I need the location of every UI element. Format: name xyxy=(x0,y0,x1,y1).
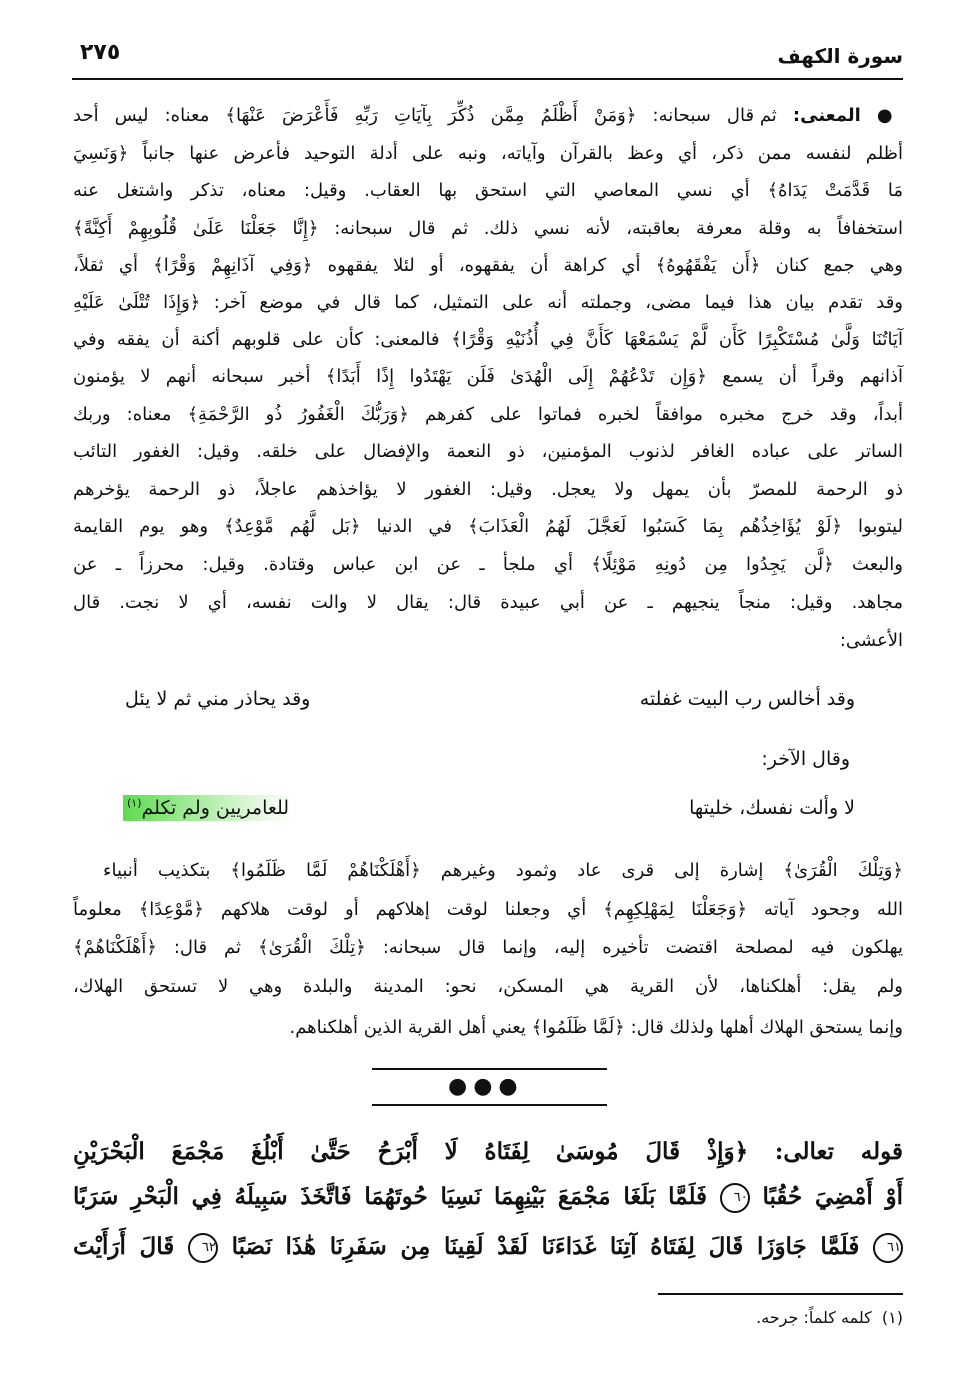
commentary-line: مجاهد. وقيل: منجاً ينجيهم ـ عن أبي عبيدة قال: يقال لا والت نفسه، أي لا نجت. قال xyxy=(73,592,903,613)
hemistich-text: للعامريين ولم تكلم xyxy=(141,797,290,820)
verse-text: قَالَ أَرَأَيْتَ xyxy=(73,1233,175,1260)
poem2-intro: وقال الآخر: xyxy=(761,748,850,770)
commentary-line: استخفافاً به وقلة معرفة بعاقبته، لأنه نسي ذلك. ثم قال سبحانه: ﴿إِنَّا جَعَلْنَا عَلَىٰ قُلُوبِهِمْ أَكِنَّةً﴾ xyxy=(73,218,903,239)
commentary-line xyxy=(73,101,903,131)
separator-dots: ●●● xyxy=(448,1074,524,1099)
commentary-line: وهي جمع كنان ﴿أَن يَفْقَهُوهُ﴾ أي كراهة أن يفقهوه، أو لئلا يفقهوه ﴿وَفِي آذَانِهِمْ وَقْرًا﴾ أي ثقلاً، xyxy=(73,255,903,276)
page-number: ٢٧٥ xyxy=(80,40,121,65)
verse-line xyxy=(73,1132,903,1172)
poem2-first-hemistich: لا وألت نفسك، خليتها xyxy=(689,797,855,819)
verse-text: فَلَمَّا جَاوَزَا قَالَ لِفَتَاهُ آتِنَا غَدَاءَنَا لَقَدْ لَقِينَا مِن سَفَرِنَا هَٰذَا نَصَبًا xyxy=(231,1233,860,1260)
poem1-first-hemistich: وقد أخالس رب البيت غفلته xyxy=(639,688,855,710)
surah-title: سورة الكهف xyxy=(777,44,903,68)
commentary2-line: ﴿وَتِلْكَ الْقُرَىٰ﴾ إشارة إلى قرى عاد وثمود وغيرهم ﴿أَهْلَكْنَاهُمْ لَمَّا ظَلَمُوا﴾ بتكذيب أنبياء xyxy=(103,860,903,881)
commentary-line: الساتر على عباده الغافر لذنوب المؤمنين، ذو النعمة والإفضال على خلقه. وقيل: الغفور التائب xyxy=(73,441,903,462)
verse-text: أَوْ أَمْضِيَ حُقُبًا xyxy=(762,1183,903,1210)
commentary-line: آذانهم وقراً أن يسمع ﴿وَإِن تَدْعُهُمْ إِلَى الْهُدَىٰ فَلَن يَهْتَدُوا إِذًا أَبَدًا﴾ أخبر سبحانه أنهم لا يؤمنون xyxy=(73,366,903,387)
verse-text: فَلَمَّا بَلَغَا مَجْمَعَ بَيْنِهِمَا نَسِيَا حُوتَهُمَا فَاتَّخَذَ سَبِيلَهُ فِي الْبَحْرِ سَرَبًا xyxy=(73,1183,708,1210)
verse-intro: قوله تعالى: xyxy=(774,1138,903,1165)
separator-rule-top xyxy=(372,1068,607,1070)
highlight xyxy=(123,795,293,821)
verse-number-marker: ٦٢ xyxy=(188,1233,218,1263)
footnote-rule xyxy=(658,1293,903,1295)
commentary2-line: الله وجحود آياته ﴿وَجَعَلْنَا لِمَهْلِكِهِم﴾ أي وجعلنا لوقت إهلاكهم أو لوقت هلاكهم ﴿مَّوْعِدًا﴾ معلوماً xyxy=(73,899,903,920)
header-rule xyxy=(72,78,903,80)
commentary-line: والبعث ﴿لَّن يَجِدُوا مِن دُونِهِ مَوْئِلًا﴾ أي ملجأ ـ عن ابن عباس وقتادة. وقيل: محرزاً ـ عن xyxy=(73,554,903,575)
commentary-line: أبداً، وقد خرج مخبره موافقاً لخبره فماتوا على كفرهم ﴿وَرَبُّكَ الْغَفُورُ ذُو الرَّحْمَةِ﴾ معناه: وربك xyxy=(73,404,903,425)
commentary-line: الأعشى: xyxy=(839,630,903,651)
footnote-text: كلمه كلماً: جرحه. xyxy=(756,1308,872,1327)
commentary-line: آيَاتُنَا وَلَّىٰ مُسْتَكْبِرًا كَأَن لَّمْ يَسْمَعْهَا كَأَنَّ فِي أُذُنَيْهِ وَقْرًا﴾ فالمعنى: كأن على قلوبهم أكنة أن يفقه وفي xyxy=(73,329,903,350)
footnote xyxy=(756,1308,903,1327)
commentary-line: ليتوبوا ﴿لَوْ يُؤَاخِذُهُم بِمَا كَسَبُوا لَعَجَّلَ لَهُمُ الْعَذَابَ﴾ في الدنيا ﴿بَل لَّهُم مَّوْعِدٌ﴾ وهو يوم القايمة xyxy=(73,516,903,537)
footnote-marker: (١) xyxy=(881,1308,903,1327)
commentary-line: ذو الرحمة للمصرّ بأن يمهل ولا يعجل. وقيل: الغفور لا يؤاخذهم عاجلاً، ذو الرحمة يؤخرهم xyxy=(73,479,903,500)
commentary-line: وقد تقدم بيان هذا فيما مضى، وجملته أنه على التمثيل، كما قال في موضع آخر: ﴿وَإِذَا تُتْلَىٰ عَلَيْهِ xyxy=(73,292,903,313)
commentary2-line: ولم يقل: أهلكناها، لأن القرية هي المسكن، نحو: المدينة والبلدة وهي لا تستحق الهلاك، xyxy=(73,976,903,997)
commentary2-line: يهلكون فيه لمصلحة اقتضت تأخيره إليه، وإنما قال سبحانه: ﴿تِلْكَ الْقُرَىٰ﴾ ثم قال: ﴿أَهْلَكْنَاهُمْ﴾ xyxy=(73,937,903,958)
bullet-icon: ● xyxy=(876,105,903,126)
section-heading: المعنى: xyxy=(792,105,861,126)
poem1-second-hemistich: وقد يحاذر مني ثم لا يئل xyxy=(125,688,311,710)
verse-number-marker: ٦٠ xyxy=(720,1183,750,1213)
footnote-ref[interactable]: (١) xyxy=(127,797,142,810)
commentary2-line: وإنما يستحق الهلاك أهلها ولذلك قال: ﴿لَمَّا ظَلَمُوا﴾ يعني أهل القرية الذين أهلكناهم. xyxy=(289,1017,903,1038)
separator-rule-bottom xyxy=(372,1104,607,1106)
commentary-line: مَا قَدَّمَتْ يَدَاهُ﴾ أي نسي المعاصي التي استحق بها العقاب. وقيل: معناه، تذكر واشتغل عنه xyxy=(73,180,903,201)
commentary-text: ثم قال سبحانه: ﴿وَمَنْ أَظْلَمُ مِمَّن ذُكِّرَ بِآيَاتِ رَبِّهِ فَأَعْرَضَ عَنْهَا﴾ معناه: ليس أحد xyxy=(73,105,777,126)
verse-line xyxy=(73,1177,903,1217)
poem2-second-hemistich xyxy=(123,797,293,819)
verse-text: ﴿وَإِذْ قَالَ مُوسَىٰ لِفَتَاهُ لَا أَبْرَحُ حَتَّىٰ أَبْلُغَ مَجْمَعَ الْبَحْرَيْنِ xyxy=(73,1138,749,1165)
verse-line xyxy=(73,1227,903,1267)
commentary-line: أظلم لنفسه ممن ذكر، أي وعظ بالقرآن وآياته، ونبه على أدلة التوحيد فأعرض عنها جانباً ﴿وَنَسِيَ xyxy=(73,143,903,164)
verse-number-marker: ٦١ xyxy=(873,1233,903,1263)
